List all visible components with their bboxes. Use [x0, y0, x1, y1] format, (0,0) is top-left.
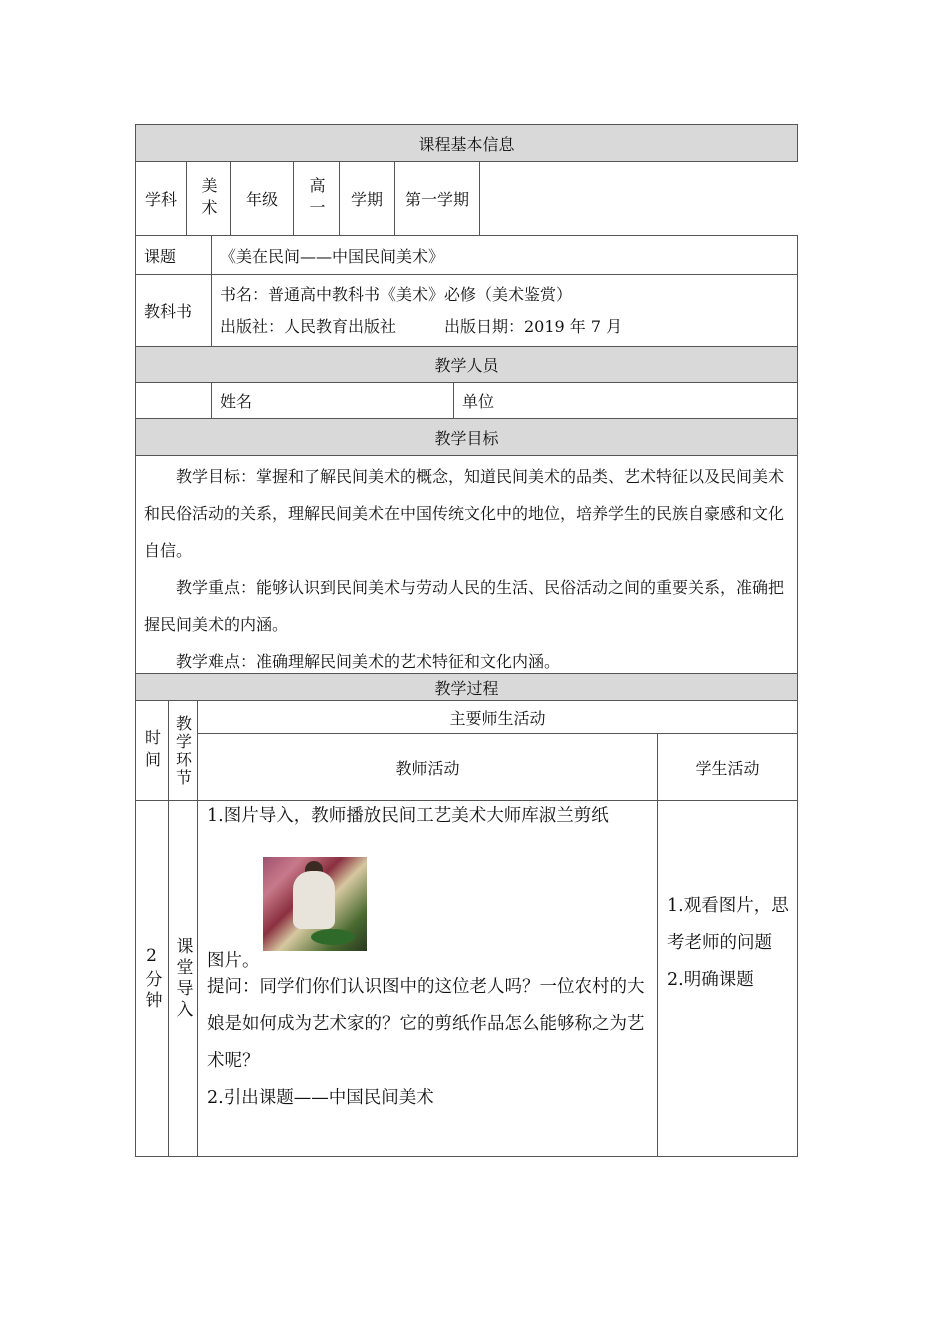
subject-label: 学科 — [135, 161, 187, 236]
goals-header: 教学目标 — [135, 418, 798, 456]
photo-paper-cut — [311, 929, 355, 945]
row1-student-activity — [657, 800, 798, 1157]
teaching-key-point: 教学重点：能够认识到民间美术与劳动人民的生活、民俗活动之间的重要关系，准确把握民间美术的内涵。 — [144, 578, 785, 634]
subject-value-text: 美术 — [199, 176, 218, 221]
teaching-goal: 教学目标：掌握和了解民间美术的概念，知道民间美术的品类、艺术特征以及民间美术和民俗活动的关系，理解民间美术在中国传统文化中的地位，培养学生的民族自豪感和文化自信。 — [144, 467, 785, 560]
row1-teacher-line1: 1.图片导入，教师播放民间工艺美术大师库淑兰剪纸 — [207, 806, 609, 826]
paper-cut-artist-photo — [263, 857, 367, 951]
staff-name-label: 姓名 — [211, 382, 454, 419]
staff-header: 教学人员 — [135, 346, 798, 383]
textbook-value — [211, 274, 798, 347]
row1-teacher-line2: 图片。 — [207, 951, 260, 971]
photo-figure — [293, 871, 335, 929]
process-header: 教学过程 — [135, 673, 798, 701]
term-label: 学期 — [339, 161, 395, 236]
stage-label-text: 教学环节 — [173, 714, 193, 787]
grade-value — [293, 161, 340, 236]
textbook-label: 教科书 — [135, 274, 212, 347]
student-activity-label: 学生活动 — [657, 733, 798, 801]
row1-teacher-line3: 提问：同学们你们认识图中的这位老人吗？一位农村的大娘是如何成为艺术家的？它的剪纸作品怎么能够称之为艺术呢？ — [207, 977, 645, 1071]
main-activity-label: 主要师生活动 — [197, 700, 798, 734]
stage-label — [168, 700, 198, 801]
basic-info-header: 课程基本信息 — [135, 124, 798, 162]
grade-label: 年级 — [230, 161, 294, 236]
topic-value: 《美在民间——中国民间美术》 — [211, 235, 798, 275]
textbook-title: 书名：普通高中教科书《美术》必修（美术鉴赏） — [220, 285, 573, 304]
staff-unit-label: 单位 — [453, 382, 798, 419]
row1-teacher-activity — [197, 800, 658, 1157]
row1-time-text: 2分钟 — [141, 945, 162, 1012]
teacher-activity-label: 教师活动 — [197, 733, 658, 801]
topic-label: 课题 — [135, 235, 212, 275]
textbook-publisher: 出版社：人民教育出版社 出版日期：2019 年 7 月 — [220, 317, 623, 336]
goals-body — [135, 455, 798, 674]
row1-stage-text: 课堂导入 — [172, 936, 193, 1021]
row1-photo-line — [207, 857, 649, 972]
row1-student-line2: 2.明确课题 — [667, 970, 754, 990]
time-label — [135, 700, 169, 801]
teaching-difficulty: 教学难点：准确理解民间美术的艺术特征和文化内涵。 — [176, 652, 561, 671]
row1-stage — [168, 800, 198, 1157]
term-value: 第一学期 — [394, 161, 480, 236]
grade-value-text: 高一 — [307, 176, 326, 221]
row1-time — [135, 800, 169, 1157]
row1-teacher-line4: 2.引出课题——中国民间美术 — [207, 1088, 434, 1108]
time-label-text: 时间 — [142, 728, 162, 773]
row1-student-line1: 1.观看图片，思考老师的问题 — [667, 896, 789, 953]
subject-value — [186, 161, 231, 236]
staff-blank — [135, 382, 212, 419]
